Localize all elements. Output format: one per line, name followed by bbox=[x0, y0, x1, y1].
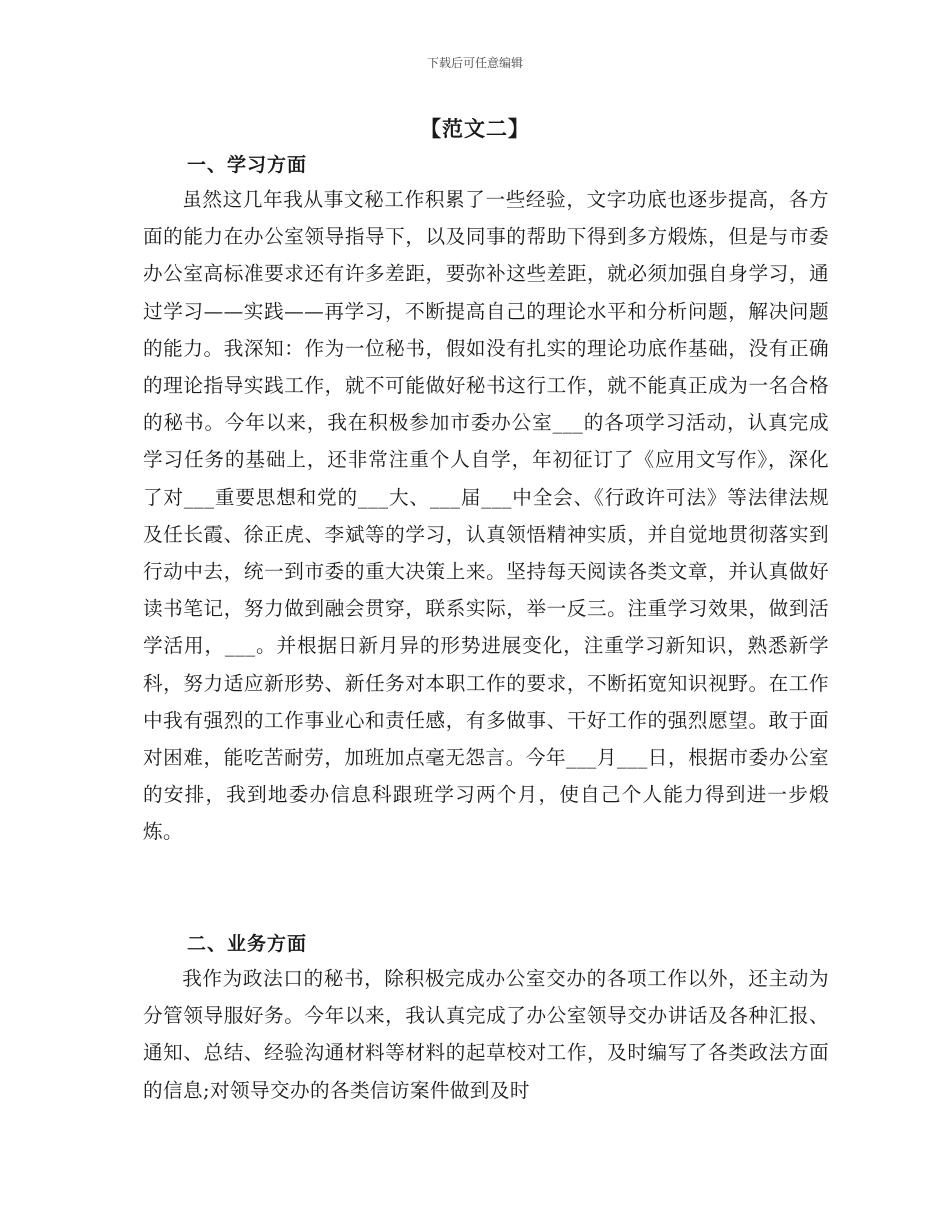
section-heading-study: 一、学习方面 bbox=[187, 154, 308, 176]
document-title: 【范文二】 bbox=[420, 116, 530, 141]
section-paragraph-study: 虽然这几年我从事文秘工作积累了一些经验，文字功底也逐步提高，各方面的能力在办公室领导指导下，以及同事的帮助下得到多方煅炼，但是与市委办公室高标准要求还有许多差距，要弥补这些差距，就必须加强自身学习，通过学习——实践——再学习，不断提高自己的理论水平和分析问题，解决问题的能力。我深知：作为一位秘书，假如没有扎实的理论功底作基础，没有正确的理论指导实践工作，就不可能做好秘书这行工作，就不能真正成为一名合格的秘书。今年以来，我在积极参加市委办公室___的各项学习活动，认真完成学习任务的基础上，还非常注重个人自学，年初征订了《应用文写作》，深化了对___重要思想和党的___大、___届___中全会、《行政许可法》等法律法规及任长霞、徐正虎、李斌等的学习，认真领悟精神实质，并自觉地贯彻落实到行动中去，统一到市委的重大决策上来。坚持每天阅读各类文章，并认真做好读书笔记，努力做到融会贯穿，联系实际，举一反三。注重学习效果，做到活学活用，___。并根据日新月异的形势进展变化，注重学习新知识，熟悉新学科，努力适应新形势、新任务对本职工作的要求，不断拓宽知识视野。在工作中我有强烈的工作事业心和责任感，有多做事、干好工作的强烈愿望。敢于面对困难，能吃苦耐劳，加班加点毫无怨言。今年___月___日，根据市委办公室的安排，我到地委办信息科跟班学习两个月，使自己个人能力得到进一步煅炼。 bbox=[143, 188, 829, 844]
header-note: 下载后可任意编辑 bbox=[426, 56, 523, 70]
section-heading-business: 二、业务方面 bbox=[187, 933, 308, 955]
section-paragraph-business: 我作为政法口的秘书，除积极完成办公室交办的各项工作以外，还主动为分管领导服好务。今年以来，我认真完成了办公室领导交办讲话及各种汇报、通知、总结、经验沟通材料等材料的起草校对工作，及时编写了各类政法方面的信息;对领导交办的各类信访案件做到及时 bbox=[143, 967, 829, 1102]
